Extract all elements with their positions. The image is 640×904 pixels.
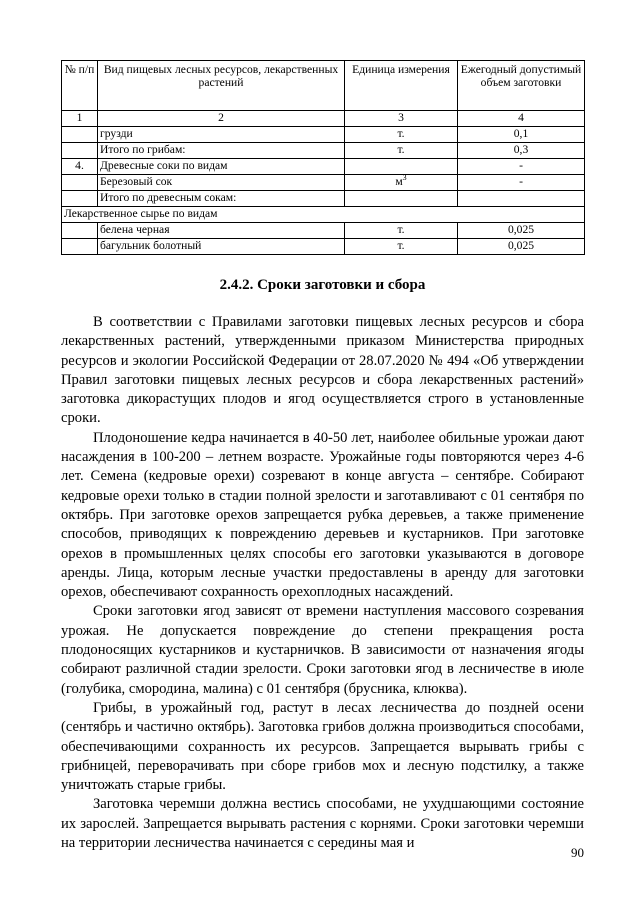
row-unit: [345, 191, 458, 207]
row-name: белена черная: [98, 223, 345, 239]
table-row: [62, 127, 585, 143]
row-unit: т.: [345, 223, 458, 239]
row-value: [458, 191, 585, 207]
paragraph: В соответствии с Правилами заготовки пищевых лесных ресурсов и сбора лекарственных растений, утвержденными приказом Министерства природных ресурсов и экологии Российской Федерации от 28.07.2020 № 494 «Об утверждении Правил заготовки пищевых лесных ресурсов и сбора лекарственных растений» заготовка дикорастущих плодов и ягод осуществляется строго в установленные сроки.: [61, 314, 584, 427]
row-number: [62, 175, 98, 191]
unit-base: м: [395, 175, 403, 188]
row-number: [62, 191, 98, 207]
header-unit: Единица измерения: [345, 61, 458, 111]
paragraph: Плодоношение кедра начинается в 40-50 лет, наиболее обильные урожаи дают насаждения в 100-200 – летнем возрасте. Урожайные годы повторяются через 4-6 лет. Семена (кедровые орехи) созревают в конце августа – сентябре. Собирают кедровые орехи только в стадии полной зрелости и заготавливают с 01 сентября по октябрь. При заготовке орехов запрещается рубка деревьев, а также применение способов, приводящих к повреждению деревьев и кустарников. При заготовке орехов в промышленных целях способы его заготовки указываются в договоре аренды. Лица, которым лесные участки предоставлены в аренду для заготовки орехов, обеспечивают сохранность орехоплодных насаждений.: [61, 429, 584, 601]
table-row: [62, 239, 585, 255]
col-number-3: 3: [345, 111, 458, 127]
table-section-row: [62, 207, 585, 223]
row-name: Древесные соки по видам: [98, 159, 345, 175]
table-row: [62, 143, 585, 159]
table-row: [62, 175, 585, 191]
resources-table: [61, 60, 585, 255]
table-row: [62, 191, 585, 207]
section-label: Лекарственное сырье по видам: [62, 207, 585, 223]
header-annual-volume: Ежегодный допустимый объем заготовки: [458, 61, 585, 111]
section-heading: 2.4.2. Сроки заготовки и сбора: [219, 277, 426, 293]
row-value: -: [458, 175, 585, 191]
col-number-4: 4: [458, 111, 585, 127]
row-value: 0,3: [458, 143, 585, 159]
row-name: Итого по грибам:: [98, 143, 345, 159]
paragraph: Заготовка черемши должна вестись способами, не ухудшающими состояние их зарослей. Запрещается вырывать растения с корнями. Сроки заготовки черемши на территории лесничества начинается с середины мая и: [61, 796, 584, 852]
body-text: [61, 313, 584, 853]
row-value: 0,025: [458, 239, 585, 255]
row-value: -: [458, 159, 585, 175]
column-numbers-row: [62, 111, 585, 127]
table-row: [62, 223, 585, 239]
row-name: багульник болотный: [98, 239, 345, 255]
row-name: грузди: [98, 127, 345, 143]
row-number: [62, 239, 98, 255]
row-unit: т.: [345, 143, 458, 159]
row-unit: [345, 159, 458, 175]
row-number: [62, 127, 98, 143]
row-value: 0,025: [458, 223, 585, 239]
row-number: [62, 223, 98, 239]
row-unit: т.: [345, 239, 458, 255]
row-name: Березовый сок: [98, 175, 345, 191]
row-name: Итого по древесным сокам:: [98, 191, 345, 207]
table-header-row: [62, 61, 585, 111]
row-number: [62, 143, 98, 159]
header-number: № п/п: [62, 61, 98, 111]
paragraph: Грибы, в урожайный год, растут в лесах лесничества до поздней осени (сентябрь и частично октябрь). Заготовка грибов должна производиться способами, обеспечивающими сохранность их ресурсов. Запрещается вырывать грибы с грибницей, переворачивать при сборе грибов мох и лесную подстилку, а также уничтожать старые грибы.: [61, 699, 584, 794]
col-number-2: 2: [98, 111, 345, 127]
col-number-1: 1: [62, 111, 98, 127]
row-unit: [345, 175, 458, 191]
header-resource-type: Вид пищевых лесных ресурсов, лекарственных растений: [98, 61, 345, 111]
paragraph: Сроки заготовки ягод зависят от времени наступления массового созревания урожая. Не допускается повреждение до степени прекращения роста плодоносящих кустарников и кустарничков. В зависимости от назначения ягоды собирают различной стадии зрелости. Сроки заготовки ягод в лесничестве в июле (голубика, смородина, малина) с 01 сентября (брусника, клюква).: [61, 603, 584, 697]
row-number: 4.: [62, 159, 98, 175]
row-value: 0,1: [458, 127, 585, 143]
unit-exponent: 3: [402, 173, 407, 183]
page-number: 90: [571, 845, 584, 860]
row-unit: т.: [345, 127, 458, 143]
table-row: [62, 159, 585, 175]
